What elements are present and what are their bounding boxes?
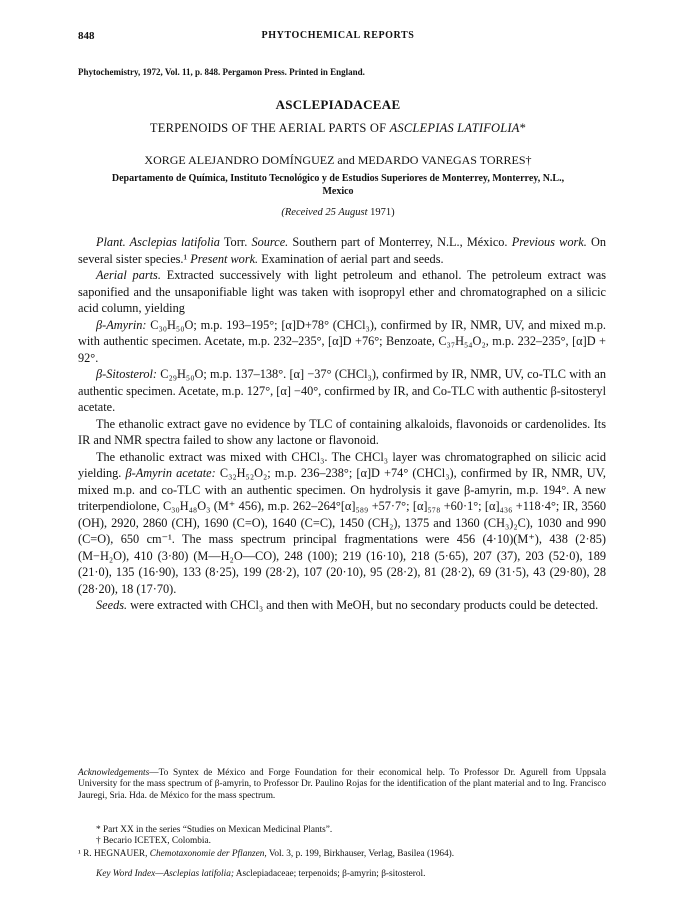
body-paragraph — [78, 366, 606, 416]
text-run: C₃₂H₅₂O₂; m.p. 236–238°; [α]D +74° (CHCl₃), confirmed by IR, NMR, UV, mixed m.p. and co-TLC with an authentic specimen. On hydrolysis it gave β-amyrin, m.p. 194°. A new triterpendiolone, C₃₀H₄₈O₃ (M⁺ 456), m.p. 262–264°[α]₅₈₉ +57·7°; [α]₅₇₈ +60·1°; [α]₄₃₆ +118·4°; IR, 3560 (OH), 2920, 2860 (CH), 1690 (C=O), 1640 (C=C), 1450 (CH₂), 1375 and 1360 (CH₃)₂C), 1030 and 990 (C=O), 650 cm⁻¹. The mass spectrum principal fragmentations were 456 (4·10)(M⁺), 438 (2·85) (M−H₂O), 410 (3·80) (M—H₂O—CO), 248 (100); 219 (16·10), 218 (5·65), 207 (37), 203 (52·0), 189 (21·0), 135 (16·90), 133 (8·25), 199 (28·2), 107 (20·10), 95 (28·2), 81 (28·2), 69 (31·5), 43 (29·80), 28 (28·20), 18 (17·70). — [78, 466, 607, 596]
acknowledgements — [78, 768, 606, 802]
text-run: The ethanolic extract gave no evidence by TLC of containing alkaloids, flavonoids or cardenolides. Its IR and NMR spectra failed to show any lactone or flavonoid. — [78, 416, 606, 447]
body-paragraph — [78, 317, 606, 367]
footnote-series: * Part XX in the series “Studies on Mexican Medicinal Plants”. — [96, 825, 333, 835]
body-paragraph — [78, 449, 606, 598]
article-title — [0, 121, 676, 136]
text-run: Torr. — [219, 235, 252, 249]
acknowledgements-label: Acknowledgements — [78, 768, 150, 778]
text-run: C₂₉H₅₀O; m.p. 137–138°. [α] −37° (CHCl₃), confirmed by IR, NMR, UV, co-TLC with an authentic specimen. Acetate, m.p. 127°, [α] −40°, confirmed by IR, and Co-TLC with authentic β-sitosteryl acetate. — [78, 367, 606, 414]
keyword-label: Key Word Index—Asclepias latifolia; — [96, 869, 234, 879]
text-run: were extracted with CHCl₃ and then with MeOH, but no secondary products could be detected. — [127, 598, 599, 612]
body-paragraph — [78, 267, 606, 317]
affiliation: Departamento de Química, Instituto Tecnológico y de Estudios Superiores de Monterrey, Monterrey, N.L., Mexico — [111, 173, 565, 197]
article-body — [78, 234, 606, 614]
title-prefix: TERPENOIDS OF THE AERIAL PARTS OF — [149, 121, 390, 135]
text-run: On several sister species.¹ — [78, 235, 607, 266]
page-number: 848 — [78, 30, 95, 42]
running-header: PHYTOCHEMICAL REPORTS — [261, 30, 415, 41]
title-species: ASCLEPIAS LATIFOLIA — [389, 121, 520, 135]
received-year: 1971) — [367, 207, 395, 218]
italic-run: β-Amyrin acetate: — [125, 466, 216, 480]
text-run: Southern part of Monterrey, N.L., México. — [288, 235, 512, 249]
text-run: Examination of aerial part and seeds. — [258, 251, 444, 266]
text-run: C₃₀H₅₀O; m.p. 193–195°; [α]D+78° (CHCl₃), confirmed by IR, NMR, UV, and mixed m.p. with authentic specimen. Acetate, m.p. 232–235°, [α]D +76°; Benzoate, C₃₇H₅₄O₂, m.p. 232–235°, [α]D + 92°. — [78, 317, 606, 365]
italic-run: β-Amyrin: — [96, 317, 147, 332]
italic-run: Seeds. — [96, 598, 128, 612]
author-list: XORGE ALEJANDRO DOMÍNGUEZ and MEDARDO VANEGAS TORRES† — [144, 153, 532, 167]
keyword-index — [96, 869, 606, 879]
italic-run: Source. — [251, 235, 289, 249]
footnote-dagger: † Becario ICETEX, Colombia. — [96, 836, 211, 847]
body-paragraph — [78, 597, 606, 614]
footnotes — [96, 825, 332, 848]
italic-run: Aerial parts. — [96, 268, 161, 282]
journal-citation: Phytochemistry, 1972, Vol. 11, p. 848. Pergamon Press. Printed in England. — [78, 67, 365, 77]
italic-run: Present work. — [190, 251, 259, 266]
received-prefix: (Received 25 August — [281, 207, 368, 218]
text-run: Extracted successively with light petroleum and ethanol. The petroleum extract was saponified and the unsaponifiable light was taken with isopropyl ether and chromatographed on a silicic acid column, yielding — [78, 268, 606, 315]
text-run: The ethanolic extract was mixed with CHCl₃. The CHCl₃ layer was chromatographed on silicic acid yielding. — [78, 449, 606, 480]
italic-run: Previous work. — [511, 235, 587, 249]
body-paragraph — [78, 416, 606, 449]
plant-family-heading: ASCLEPIADACEAE — [275, 97, 401, 112]
keyword-list: Asclepiadaceae; terpenoids; β-amyrin; β-sitosterol. — [233, 869, 426, 879]
title-mark: * — [519, 121, 527, 135]
italic-run: Plant. Asclepias latifolia — [96, 235, 220, 249]
reference-prefix: ¹ R. HEGNAUER, — [78, 849, 150, 859]
reference-rest: Vol. 3, p. 199, Birkhauser, Verlag, Basilea (1964). — [266, 849, 455, 859]
body-paragraph — [78, 234, 606, 267]
reference-1 — [78, 849, 606, 859]
received-date — [0, 207, 676, 218]
acknowledgements-text: —To Syntex de México and Forge Foundation for their economical help. To Professor Dr. Agurell from Uppsala University for the mass spectrum of β-amyrin, to Professor Dr. Paulino Rojas for the identification of the plant material and to Ing. Francisco Jauregi, Sria. Hda. de México for the mass spectrum. — [78, 768, 606, 801]
reference-title: Chemotaxonomie der Pflanzen, — [149, 849, 267, 859]
italic-run: β-Sitosterol: — [96, 367, 157, 381]
